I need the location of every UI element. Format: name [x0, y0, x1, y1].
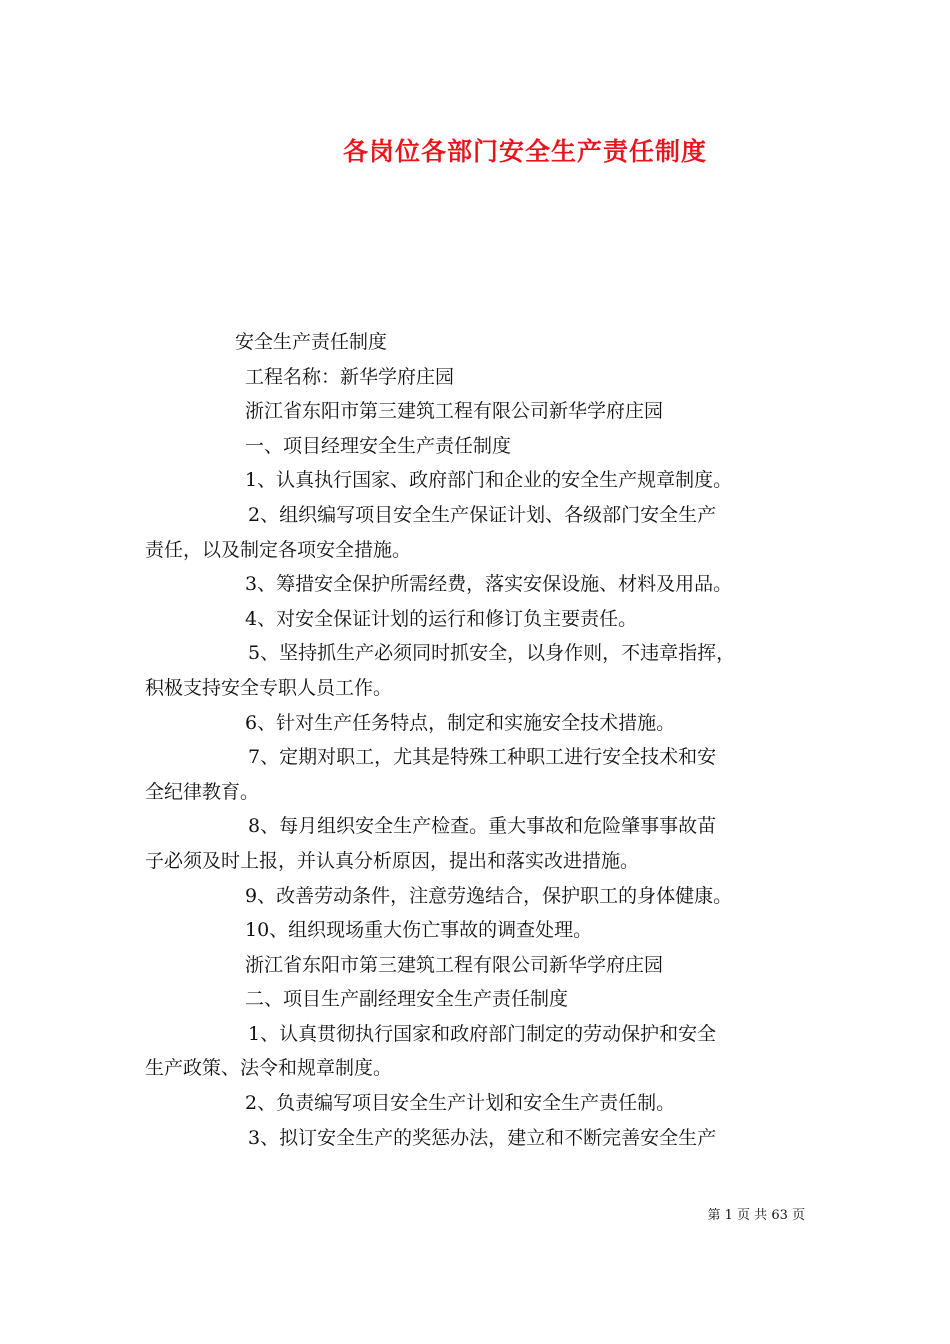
page-number-footer: 第 1 页 共 63 页 [707, 1208, 805, 1223]
body-line: 6、针对生产任务特点，制定和实施安全技术措施。 [245, 711, 676, 734]
body-line: 责任，以及制定各项安全措施。 [145, 538, 412, 561]
body-line: 工程名称：新华学府庄园 [245, 365, 455, 388]
body-line: 3、拟订安全生产的奖惩办法，建立和不断完善安全生产 [248, 1126, 717, 1149]
body-line: 全纪律教育。 [145, 780, 260, 803]
body-line: 10、组织现场重大伤亡事故的调查处理。 [245, 919, 593, 942]
body-line: 7、定期对职工，尤其是特殊工种职工进行安全技术和安 [248, 746, 717, 769]
body-line: 3、筹措安全保护所需经费，落实安保设施、材料及用品。 [245, 573, 733, 596]
body-line: 浙江省东阳市第三建筑工程有限公司新华学府庄园 [245, 953, 664, 976]
document-title: 各岗位各部门安全生产责任制度 [342, 137, 707, 166]
body-line: 积极支持安全专职人员工作。 [145, 676, 393, 699]
body-line: 4、对安全保证计划的运行和修订负主要责任。 [245, 607, 638, 630]
body-line: 2、负责编写项目安全生产计划和安全生产责任制。 [245, 1092, 676, 1115]
body-line: 生产政策、法令和规章制度。 [145, 1057, 393, 1080]
body-line: 浙江省东阳市第三建筑工程有限公司新华学府庄园 [245, 400, 664, 423]
document-body [145, 325, 810, 1155]
body-line: 8、每月组织安全生产检查。重大事故和危险肇事事故苗 [248, 815, 717, 838]
body-line: 5、坚持抓生产必须同时抓安全，以身作则，不违章指挥， [248, 642, 736, 665]
body-line: 1、认真执行国家、政府部门和企业的安全生产规章制度。 [245, 469, 733, 492]
body-line: 二、项目生产副经理安全生产责任制度 [245, 988, 569, 1011]
body-line: 1、认真贯彻执行国家和政府部门制定的劳动保护和安全 [248, 1022, 717, 1045]
body-line: 2、组织编写项目安全生产保证计划、各级部门安全生产 [248, 503, 717, 526]
body-line: 一、项目经理安全生产责任制度 [245, 434, 512, 457]
body-line: 子必须及时上报，并认真分析原因，提出和落实改进措施。 [145, 849, 640, 872]
body-line: 安全生产责任制度 [235, 331, 388, 353]
body-line: 9、改善劳动条件，注意劳逸结合，保护职工的身体健康。 [245, 884, 733, 907]
